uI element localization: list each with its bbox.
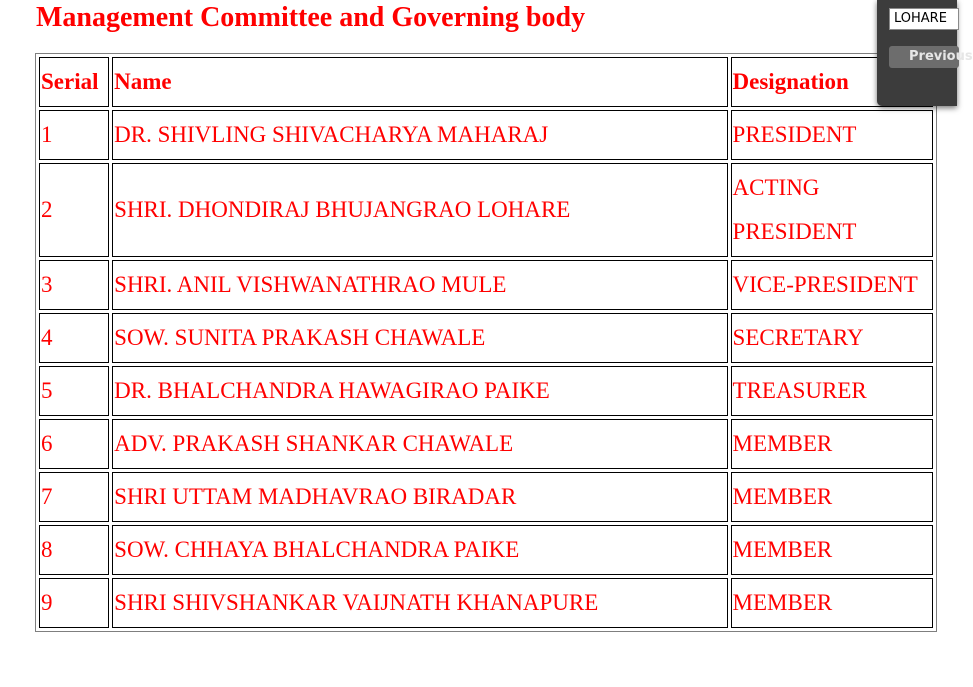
table-row — [39, 110, 933, 160]
cell-name: SHRI. DHONDIRAJ BHUJANGRAO LOHARE — [112, 163, 727, 257]
page-title: Management Committee and Governing body — [36, 2, 586, 33]
cell-serial: 9 — [39, 578, 109, 628]
cell-serial: 7 — [39, 472, 109, 522]
cell-name: SOW. SUNITA PRAKASH CHAWALE — [112, 313, 727, 363]
cell-name: SHRI SHIVSHANKAR VAIJNATH KHANAPURE — [112, 578, 727, 628]
cell-serial: 6 — [39, 419, 109, 469]
committee-table — [35, 53, 937, 632]
cell-name: DR. BHALCHANDRA HAWAGIRAO PAIKE — [112, 366, 727, 416]
table-row — [39, 578, 933, 628]
table-row — [39, 366, 933, 416]
header-designation: Designation — [731, 57, 933, 107]
cell-designation: MEMBER — [731, 419, 933, 469]
cell-designation: ACTING PRESIDENT — [731, 163, 933, 257]
cell-name: SOW. CHHAYA BHALCHANDRA PAIKE — [112, 525, 727, 575]
cell-name: ADV. PRAKASH SHANKAR CHAWALE — [112, 419, 727, 469]
table-header-row — [39, 57, 933, 107]
table-row — [39, 419, 933, 469]
header-serial: Serial — [39, 57, 109, 107]
cell-designation: SECRETARY — [731, 313, 933, 363]
table-row — [39, 260, 933, 310]
cell-serial: 4 — [39, 313, 109, 363]
find-input[interactable]: LOHARE — [889, 8, 959, 30]
cell-designation: MEMBER — [731, 472, 933, 522]
table-row — [39, 313, 933, 363]
cell-name: SHRI UTTAM MADHAVRAO BIRADAR — [112, 472, 727, 522]
find-previous-button[interactable]: Previous — [889, 46, 959, 68]
cell-designation: MEMBER — [731, 525, 933, 575]
cell-serial: 3 — [39, 260, 109, 310]
cell-serial: 8 — [39, 525, 109, 575]
table-row — [39, 525, 933, 575]
cell-designation: PRESIDENT — [731, 110, 933, 160]
cell-designation: MEMBER — [731, 578, 933, 628]
cell-serial: 2 — [39, 163, 109, 257]
cell-serial: 5 — [39, 366, 109, 416]
header-name: Name — [112, 57, 727, 107]
table-row — [39, 163, 933, 257]
cell-name: SHRI. ANIL VISHWANATHRAO MULE — [112, 260, 727, 310]
find-bar — [877, 0, 973, 106]
cell-serial: 1 — [39, 110, 109, 160]
table-row — [39, 472, 933, 522]
cell-designation: TREASURER — [731, 366, 933, 416]
cell-designation: VICE-PRESIDENT — [731, 260, 933, 310]
cell-name: DR. SHIVLING SHIVACHARYA MAHARAJ — [112, 110, 727, 160]
